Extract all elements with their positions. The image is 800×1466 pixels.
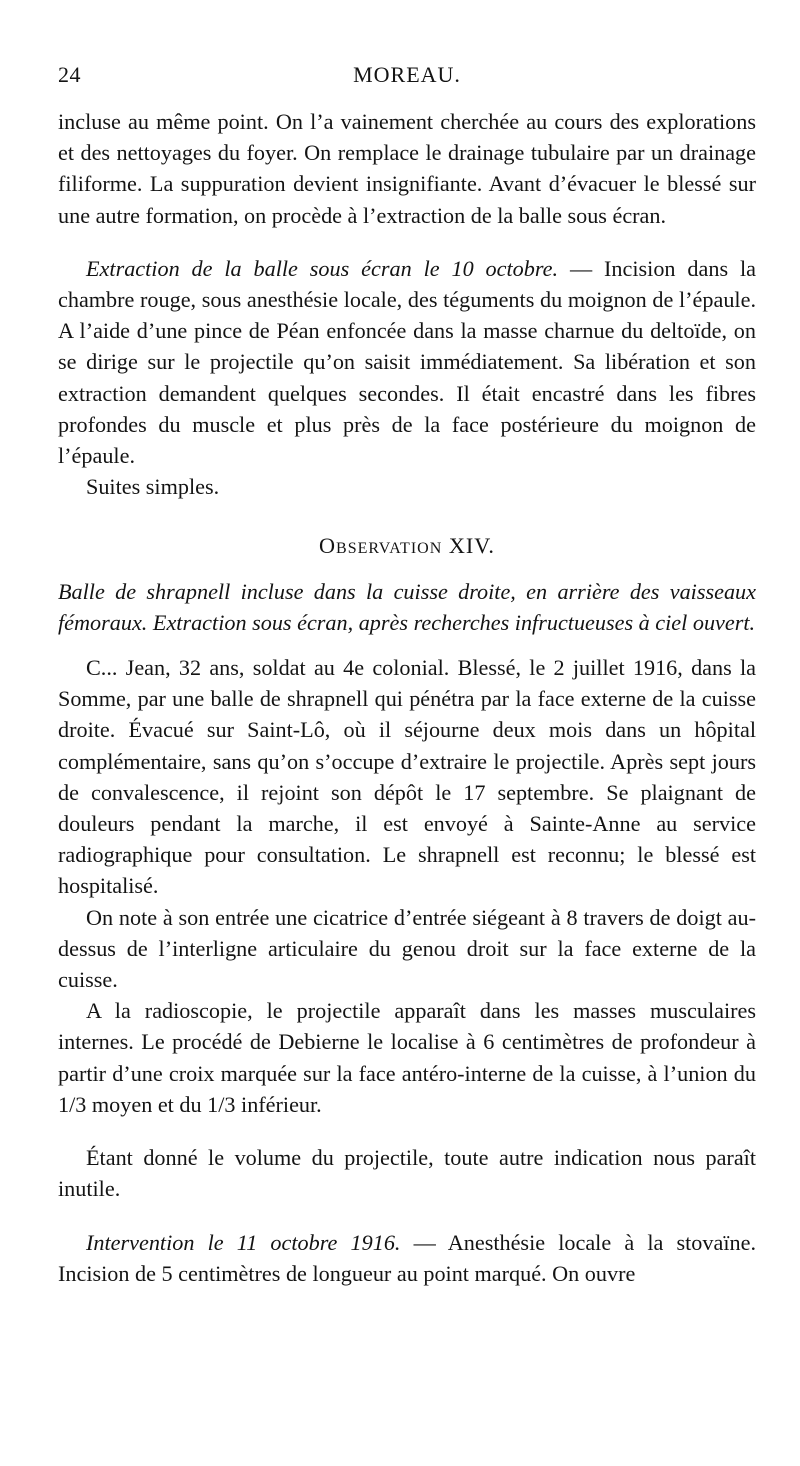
- observation-label: Observation: [319, 533, 443, 559]
- intervention-body: — Anesthésie locale à la stovaïne. Incision de 5 centimètres de longueur au point marqué. On ouvre: [58, 1229, 756, 1286]
- extraction-lead: Extraction de la balle sous écran le 10 octobre.: [86, 255, 559, 281]
- paragraph-case-history: C... Jean, 32 ans, soldat au 4e colonial. Blessé, le 2 juillet 1916, dans la Somme, par une balle de shrapnell qui pénétra par la face externe de la cuisse droite. Évacué sur Saint-Lô, où il séjourne deux mois dans un hôpital complémentaire, sans qu’on s’occupe d’extraire le projectile. Après sept jours de convalescence, il rejoint son dépôt le 17 septembre. Se plaignant de douleurs pendant la marche, il est envoyé à Sainte-Anne au service radiographique pour consultation. Le shrapnell est reconnu; le blessé est hospitalisé.: [58, 655, 756, 899]
- page-number: 24: [58, 62, 81, 87]
- paragraph-intervention: [58, 1227, 756, 1289]
- paragraph-radioscopy: A la radioscopie, le projectile apparaît dans les masses musculaires internes. Le procédé de Debierne le localise à 6 centimètres de profondeur à partir d’une croix marquée sur la face antéro-interne de la cuisse, à l’union du 1/3 moyen et du 1/3 inférieur.: [58, 998, 756, 1117]
- intervention-lead: Intervention le 11 octobre 1916.: [86, 1229, 401, 1255]
- extraction-body: — Incision dans la chambre rouge, sous anesthésie locale, des téguments du moignon de l’épaule. A l’aide d’une pince de Péan enfoncée dans la masse charnue du deltoïde, on se dirige sur le projectile qu’on saisit immédiatement. Sa libération et son extraction demandent quelques secondes. Il était encastré dans les fibres profondes du muscle et plus près de la face postérieure du moignon de l’épaule.: [58, 255, 756, 469]
- running-header: [58, 62, 756, 106]
- observation-heading: [58, 530, 756, 561]
- observation-subtitle: Balle de shrapnell incluse dans la cuisse droite, en arrière des vaisseaux fémoraux. Extraction sous écran, après recherches infructueuses à ciel ouvert.: [58, 578, 756, 635]
- paragraph-volume: Étant donné le volume du projectile, toute autre indication nous paraît inutile.: [58, 1145, 756, 1202]
- running-title: MOREAU.: [353, 62, 461, 87]
- paragraph-continuation: incluse au même point. On l’a vainement cherchée au cours des explorations et des nettoyages du foyer. On remplace le drainage tubulaire par un drainage filiforme. La suppuration devient insignifiante. Avant d’évacuer le blessé sur une autre formation, on procède à l’extraction de la balle sous écran.: [58, 109, 756, 228]
- observation-number: XIV.: [442, 533, 495, 559]
- paragraph-suites: Suites simples.: [86, 474, 220, 500]
- body-text: [58, 106, 756, 1289]
- paragraph-extraction: [58, 253, 756, 471]
- document-page: [58, 62, 756, 1289]
- paragraph-entry-note: On note à son entrée une cicatrice d’entrée siégeant à 8 travers de doigt au-dessus de l’interligne articulaire du genou droit sur la face externe de la cuisse.: [58, 904, 756, 993]
